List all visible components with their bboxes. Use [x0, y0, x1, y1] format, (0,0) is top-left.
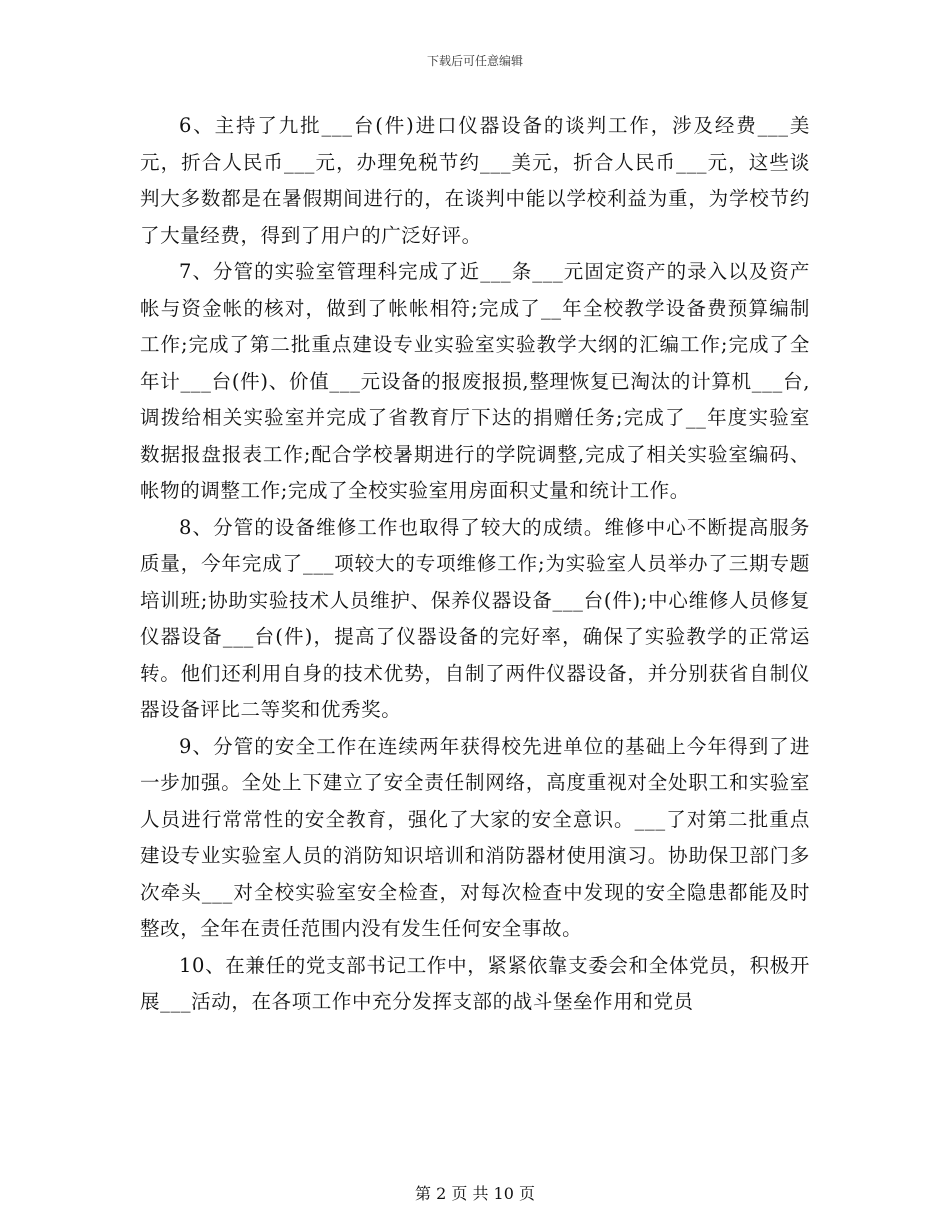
document-body [140, 108, 810, 1021]
paragraph-item-8: 8、分管的设备维修工作也取得了较大的成绩。维修中心不断提高服务质量，今年完成了___项较大的专项维修工作;为实验室人员举办了三期专题培训班;协助实验技术人员维护、保养仪器设备___台(件);中心维修人员修复仪器设备___台(件)，提高了仪器设备的完好率，确保了实验教学的正常运转。他们还利用自身的技术优势，自制了两件仪器设备，并分别获省自制仪器设备评比二等奖和优秀奖。 [140, 515, 810, 721]
paragraph-item-6: 6、主持了九批___台(件)进口仪器设备的谈判工作，涉及经费___美元，折合人民币___元，办理免税节约___美元，折合人民币___元，这些谈判大多数都是在暑假期间进行的，在谈判中能以学校利益为重，为学校节约了大量经费，得到了用户的广泛好评。 [140, 114, 810, 247]
paragraph-item-9: 9、分管的安全工作在连续两年获得校先进单位的基础上今年得到了进一步加强。全处上下建立了安全责任制网络，高度重视对全处职工和实验室人员进行常常性的安全教育，强化了大家的安全意识。___了对第二批重点建设专业实验室人员的消防知识培训和消防器材使用演习。协助保卫部门多次牵头___对全校实验室安全检查，对每次检查中发现的安全隐患都能及时整改，全年在责任范围内没有发生任何安全事故。 [140, 734, 810, 940]
paragraph-item-7: 7、分管的实验室管理科完成了近___条___元固定资产的录入以及资产帐与资金帐的核对，做到了帐帐相符;完成了__年全校教学设备费预算编制工作;完成了第二批重点建设专业实验室实验教学大纲的汇编工作;完成了全年计___台(件)、价值___元设备的报废报损,整理恢复已淘汰的计算机___台,调拨给相关实验室并完成了省教育厅下达的捐赠任务;完成了__年度实验室数据报盘报表工作;配合学校暑期进行的学院调整,完成了相关实验室编码、帐物的调整工作;完成了全校实验室用房面积丈量和统计工作。 [140, 260, 810, 502]
page-number-footer: 第 2 页 共 10 页 [415, 1184, 535, 1203]
paragraph-item-10: 10、在兼任的党支部书记工作中，紧紧依靠支委会和全体党员，积极开展___活动，在各项工作中充分发挥支部的战斗堡垒作用和党员 [140, 953, 810, 1013]
page-header-note: 下载后可任意编辑 [426, 54, 523, 68]
